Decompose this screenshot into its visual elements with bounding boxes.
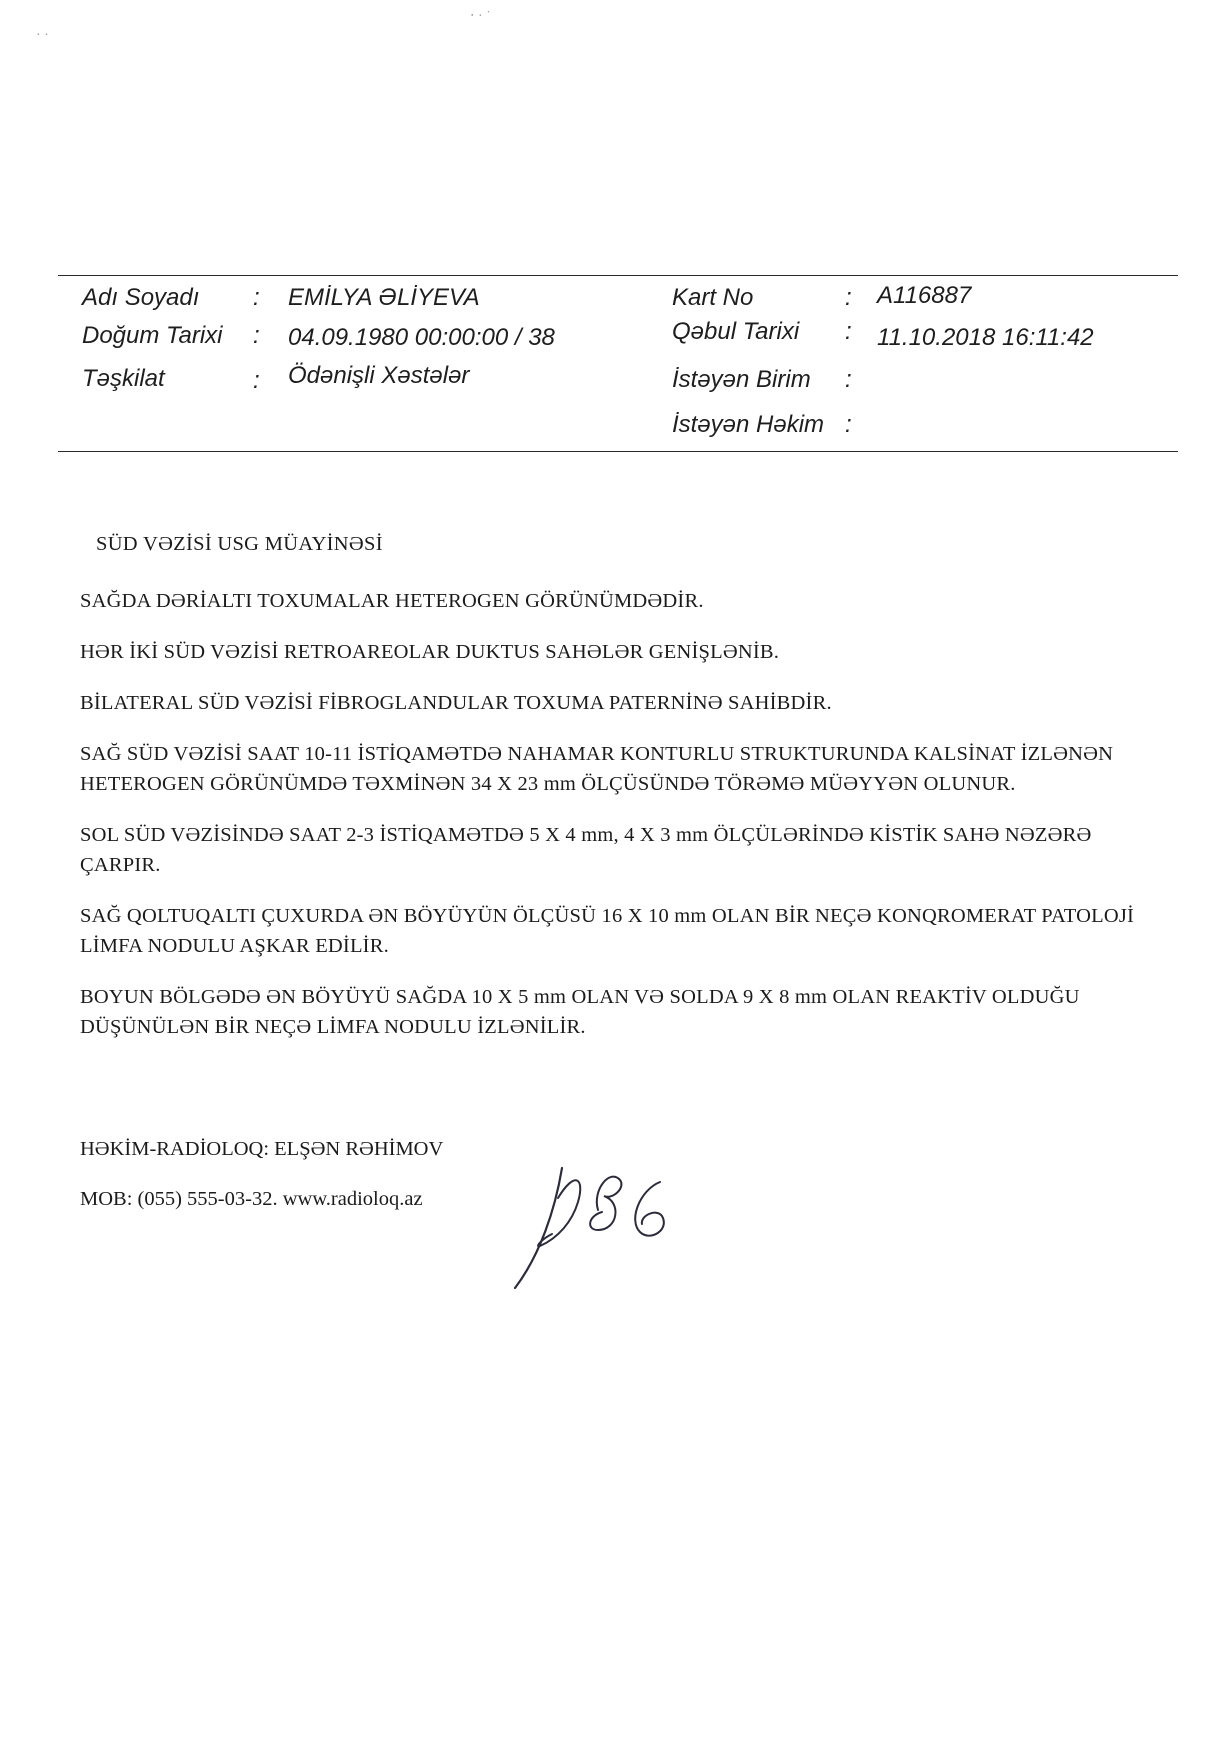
handwritten-signature [500,1150,700,1300]
finding-paragraph: HƏR İKİ SÜD VƏZİSİ RETROAREOLAR DUKTUS SAHƏLƏR GENİŞLƏNİB. [80,641,780,663]
header-top-rule [58,275,1178,276]
admission-colon: : [845,318,852,345]
admission-label: Qəbul Tarixi [672,318,800,345]
org-colon: : [253,367,260,394]
dob-label: Doğum Tarixi [82,322,223,349]
scan-speck: · · [36,28,49,43]
header-bottom-rule [58,451,1178,452]
card-label: Kart No [672,284,754,311]
finding-paragraph: BOYUN BÖLGƏDƏ ƏN BÖYÜYÜ SAĞDA 10 X 5 mm OLAN VƏ SOLDA 9 X 8 mm OLAN REAKTİV OLDUĞU DÜŞÜNÜLƏN BİR NEÇƏ LİMFA NODULU İZLƏNİLİR. [80,986,1080,1038]
finding-paragraph: SAĞ SÜD VƏZİSİ SAAT 10-11 İSTİQAMƏTDƏ NAHAMAR KONTURLU STRUKTURUNDA KALSİNAT İZLƏNƏN HETEROGEN GÖRÜNÜMDƏ TƏXMİNƏN 34 X 23 mm ÖLÇÜSÜNDƏ TÖRƏMƏ MÜƏYYƏN OLUNUR. [80,743,1114,795]
finding-paragraph: SAĞ QOLTUQALTI ÇUXURDA ƏN BÖYÜYÜN ÖLÇÜSÜ 16 X 10 mm OLAN BİR NEÇƏ KONQROMERAT PATOLOJİ LİMFA NODULU AŞKAR EDİLİR. [80,905,1135,957]
report-title: SÜD VƏZİSİ USG MÜAYİNƏSİ [96,533,383,555]
patient-name: EMİLYA ƏLİYEVA [288,284,480,311]
card-number: A116887 [877,282,972,309]
requesting-doctor-label: İstəyən Həkim [672,411,825,438]
org-value: Ödənişli Xəstələr [288,362,470,389]
org-label: Təşkilat [82,365,165,392]
contact-line: MOB: (055) 555-03-32. www.radioloq.az [80,1188,423,1210]
name-label: Adı Soyadı [82,284,200,311]
radiologist-name: HƏKİM-RADİOLOQ: ELŞƏN RƏHİMOV [80,1138,444,1160]
requesting-unit-colon: : [845,366,852,393]
requesting-unit-label: İstəyən Birim [672,366,811,393]
scan-speck: ‧ · ˙ [470,9,491,24]
name-colon: : [253,284,260,311]
requesting-doctor-colon: : [845,411,852,438]
dob-value: 04.09.1980 00:00:00 / 38 [288,324,555,351]
finding-paragraph: BİLATERAL SÜD VƏZİSİ FİBROGLANDULAR TOXUMA PATERNİNƏ SAHİBDİR. [80,692,832,714]
finding-paragraph: SOL SÜD VƏZİSİNDƏ SAAT 2-3 İSTİQAMƏTDƏ 5 X 4 mm, 4 X 3 mm ÖLÇÜLƏRİNDƏ KİSTİK SAHƏ NƏZƏRƏ ÇARPIR. [80,824,1092,876]
dob-colon: : [253,322,260,349]
findings [80,586,1140,1063]
admission-date: 11.10.2018 16:11:42 [877,324,1094,351]
card-colon: : [845,284,852,311]
finding-paragraph: SAĞDA DƏRİALTI TOXUMALAR HETEROGEN GÖRÜNÜMDƏDİR. [80,590,704,612]
